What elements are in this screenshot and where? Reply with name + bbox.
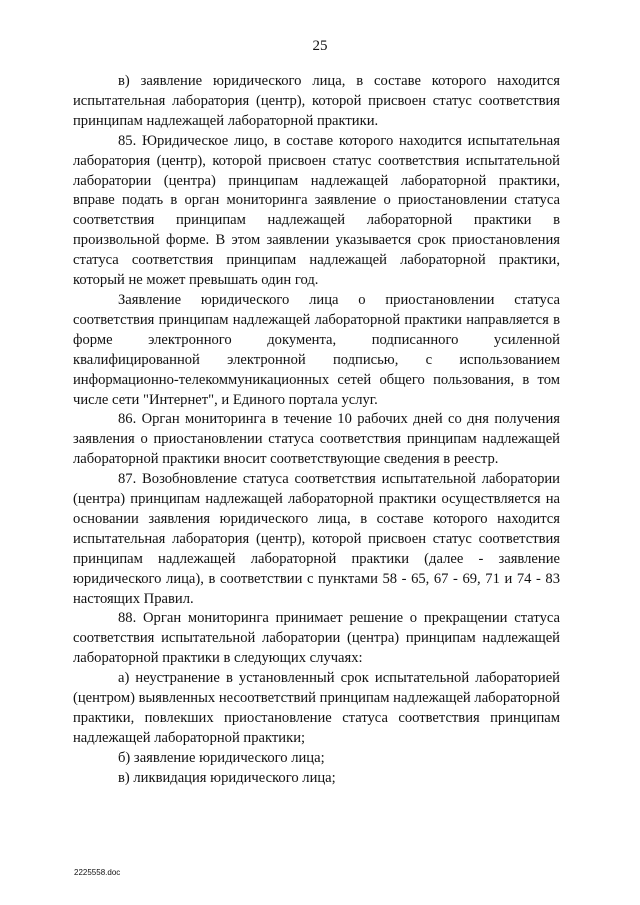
- document-filename-footer: 2225558.doc: [74, 868, 121, 877]
- paragraph-87: 87. Возобновление статуса соответствия испытательной лаборатории (центра) принципам надлежащей лабораторной практики осуществляется на основании заявления юридического лица, в составе которого находится испытательная лаборатория (центр), которой присвоен статус соответствия принципам надлежащей лабораторной практики (далее - заявление юридического лица), в соответствии с пунктами 58 - 65, 67 - 69, 71 и 74 - 83 настоящих Правил.: [73, 471, 560, 607]
- page-number: 25: [312, 38, 328, 54]
- paragraph-88-item-b: б) заявление юридического лица;: [118, 749, 325, 766]
- paragraph-86: 86. Орган мониторинга в течение 10 рабочих дней со дня получения заявления о приостановлении статуса соответствия принципам надлежащей лабораторной практики вносит соответствующие сведения в реестр.: [73, 411, 560, 468]
- paragraph-88-item-v: в) ликвидация юридического лица;: [118, 769, 336, 786]
- paragraph-item-v-application: в) заявление юридического лица, в составе которого находится испытательная лаборатория (центр), которой присвоен статус соответствия принципам надлежащей лабораторной практики.: [73, 73, 560, 129]
- paragraph-88: 88. Орган мониторинга принимает решение о прекращении статуса соответствия испытательной лаборатории (центра) принципам надлежащей лабораторной практики в следующих случаях:: [73, 610, 560, 667]
- document-body: [73, 72, 560, 789]
- paragraph-85-application-form: Заявление юридического лица о приостановлении статуса соответствия принципам надлежащей лабораторной практики направляется в форме электронного документа, подписанного усиленной квалифицированной электронной подписью, с использованием информационно-телекоммуникационных сетей общего пользования, в том числе сети "Интернет", и Единого портала услуг.: [73, 291, 560, 408]
- paragraph-88-item-a: а) неустранение в установленный срок испытательной лабораторией (центром) выявленных несоответствий принципам надлежащей лабораторной практики, повлекших приостановление статуса соответствия принципам надлежащей лабораторной практики;: [73, 670, 560, 746]
- paragraph-85: 85. Юридическое лицо, в составе которого находится испытательная лаборатория (центр), которой присвоен статус соответствия испытательной лаборатории (центра) принципам надлежащей лабораторной практики, вправе подать в орган мониторинга заявление о приостановлении статуса соответствия принципам надлежащей лабораторной практики в произвольной форме. В этом заявлении указывается срок приостановления статуса соответствия принципам надлежащей лабораторной практики, который не может превышать один год.: [73, 132, 560, 289]
